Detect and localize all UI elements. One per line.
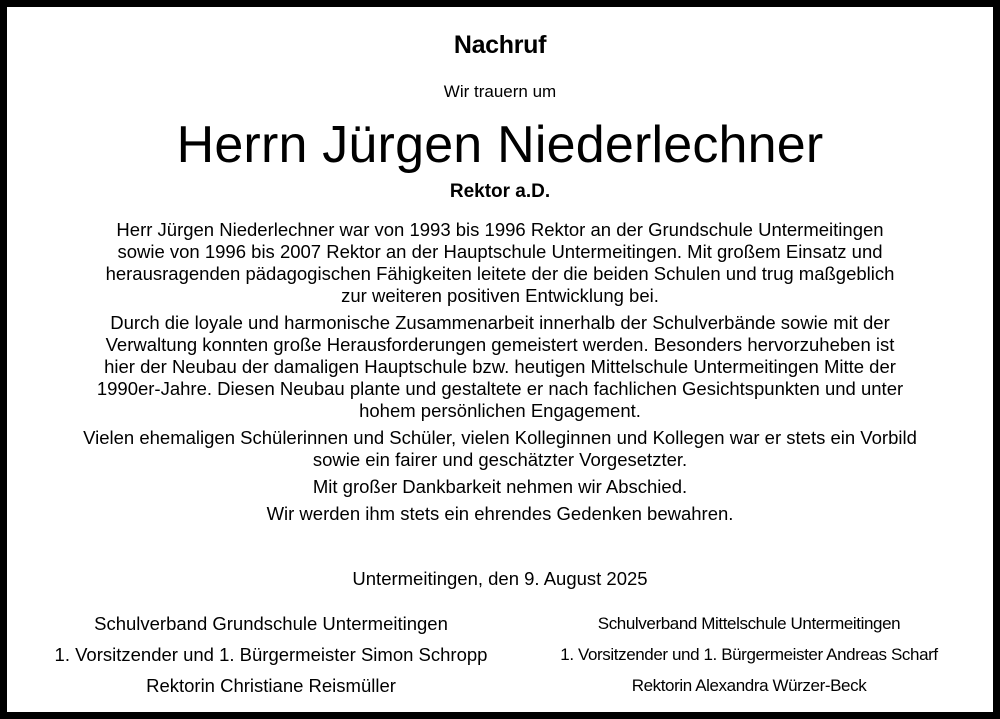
text-line: 1990er-Jahre. Diesen Neubau plante und gestaltete er nach fachlichen Gesichtspunkten und unter <box>96 378 904 399</box>
text-line: Wir werden ihm stets ein ehrendes Gedenken bewahren. <box>266 503 734 524</box>
obituary-body <box>29 219 971 534</box>
place-date-line: Untermeitingen, den 9. August 2025 <box>352 568 648 589</box>
paragraph-remembrance <box>29 503 971 525</box>
paragraph-career <box>29 219 971 307</box>
text-line: Durch die loyale und harmonische Zusammenarbeit innerhalb der Schulverbände sowie mit der <box>110 312 890 333</box>
signature-principal: Rektorin Christiane Reismüller <box>146 675 396 696</box>
signature-chair: 1. Vorsitzender und 1. Bürgermeister Andreas Scharf <box>560 645 938 664</box>
paragraph-farewell <box>29 476 971 498</box>
text-line: sowie von 1996 bis 2007 Rektor an der Hauptschule Untermeitingen. Mit großem Einsatz und <box>117 241 883 262</box>
text-line: herausragenden pädagogischen Fähigkeiten leitete der die beiden Schulen und trug maßgeblich <box>105 263 895 284</box>
signature-organization: Schulverband Mittelschule Untermeitingen <box>597 614 901 633</box>
signature-block-mittelschule <box>495 608 993 701</box>
text-line: sowie ein fairer und geschätzter Vorgesetzter. <box>312 449 688 470</box>
signature-block-grundschule <box>7 608 495 701</box>
text-line: Herr Jürgen Niederlechner war von 1993 bis 1996 Rektor an der Grundschule Untermeitingen <box>116 219 884 240</box>
text-line: hohem persönlichen Engagement. <box>359 400 641 421</box>
signature-organization: Schulverband Grundschule Untermeitingen <box>94 613 448 634</box>
deceased-name: Herrn Jürgen Niederlechner <box>176 116 824 174</box>
signature-chair: 1. Vorsitzender und 1. Bürgermeister Simon Schropp <box>54 644 488 665</box>
notice-heading: Nachruf <box>453 31 547 59</box>
paragraph-role-model <box>29 427 971 471</box>
signature-principal: Rektorin Alexandra Würzer-Beck <box>631 676 867 695</box>
deceased-title: Rektor a.D. <box>449 181 551 202</box>
text-line: Mit großer Dankbarkeit nehmen wir Abschied. <box>312 476 688 497</box>
text-line: Vielen ehemaligen Schülerinnen und Schüler, vielen Kolleginnen und Kollegen war er stets ein Vorbild <box>83 427 917 448</box>
text-line: Verwaltung konnten große Herausforderungen gemeistert werden. Besonders hervorzuheben ist <box>105 334 895 355</box>
paragraph-cooperation <box>29 312 971 422</box>
mourn-line: Wir trauern um <box>443 82 557 101</box>
signatures <box>7 608 993 701</box>
text-line: hier der Neubau der damaligen Hauptschule bzw. heutigen Mittelschule Untermeitingen Mitte der <box>104 356 896 377</box>
text-line: zur weiteren positiven Entwicklung bei. <box>341 285 659 306</box>
